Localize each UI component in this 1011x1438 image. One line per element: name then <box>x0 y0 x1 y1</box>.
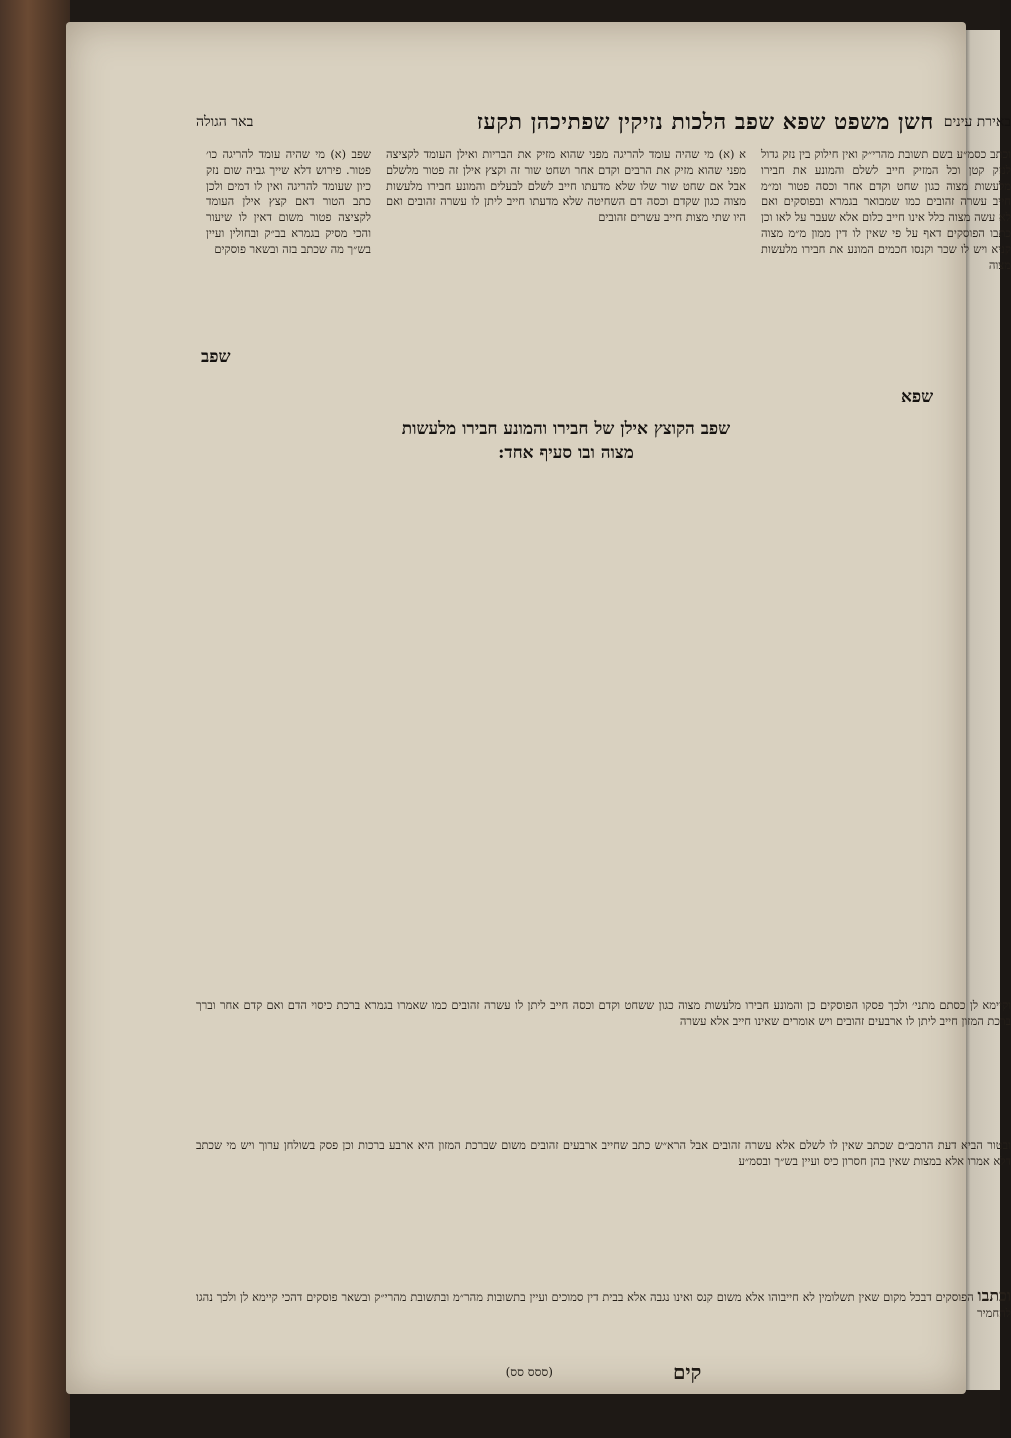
main-text: א (א) מי שהיה עומד להריגה מפני שהוא מזיק את הבריות ואילן העומד לקציצה מפני שהוא מזיק את הרבים וקדם אחר ושחט שור זה וקצץ אילן זה פטור מלשלם אבל אם שחט שור שלו שלא מדעתו חייב לשלם לבעלים והמונע חבירו מלעשות מצוה כגון שקדם וכסה דם השחיטה שלא מדעתו חייב ליתן לו עשרה זהובים ואם היו שתי מצות חייב עשרים זהובים <box>386 147 746 225</box>
book-page <box>66 22 1011 1394</box>
left-commentary-text: שפב (א) מי שהיה עומד להריגה כו׳ פטור. פירוש דלא שייך גביה שום נזק כיון שעומד להריגה ואין לו דמים ולכן כתב הטור דאם קצץ אילן העומד לקציצה פטור משום דאין לו שיעור והכי מסיק בגמרא בב״ק ובחולין ועיין בש״ך מה שכתב בזה ובשאר פוסקים <box>206 147 371 256</box>
header-ayin-label: באירת עינים <box>943 113 1011 130</box>
header-beer-label: באר הגולה <box>196 113 254 130</box>
right-commentary-text: וכתב כסמ״ע בשם תשובת מהרי״ק ואין חילוק בין נזק גדול לנזק קטן וכל המזיק חייב לשלם והמונע את חבירו מלעשות מצוה כגון שחט וקדם אחר וכסה פטור ומ״מ חייב עשרה זהובים כמו שמבואר בגמרא ובפוסקים ואם לא עשה מצוה כלל אינו חייב כלום אלא שעבר על לאו וכן כתבו הפוסקים דאף על פי שאין לו דין ממון מ״מ מצוה קניא ויש לו שכר וקנסו חכמים המונע את חבירו מלעשות מצוה <box>761 147 1011 272</box>
bottom-text-1: וקיימא לן כסתם מתני׳ ולכך פסקו הפוסקים כן והמונע חבירו מלעשות מצוה כגון ששחט וקדם וכסה חייב ליתן לו עשרה זהובים כמו שאמרו בגמרא ברכת כיסוי הדם ואם קדם אחר וברך ברכת המזון חייב ליתן לו ארבעים זהובים ויש אומרים שאינו חייב אלא עשרה <box>196 998 1011 1028</box>
siman-shpa-marker: שפא <box>901 387 934 407</box>
bottom-commentary-section-3 <box>196 1277 1011 1362</box>
main-text-column <box>386 147 746 987</box>
main-section-heading: שפב הקוצץ אילן של חבירו והמונע חבירו מלעשות מצוה ובו סעיף אחד: <box>401 419 731 463</box>
signature-mark: (ססס סס) <box>505 1364 553 1379</box>
bottom-text-3: הפוסקים דבכל מקום שאין תשלומין לא חייבוהו אלא משום קנס ואינו נגבה אלא בבית דין סמוכים ועיין בתשובות מהר״מ ובתשובת מהרי״ק ובשאר פוסקים דהכי קיימא לן ולכך נהגו להחמיר <box>196 1290 1011 1320</box>
header-title: חשן משפט שפא שפב הלכות נזיקין שפתיכהן תקעז <box>476 109 934 135</box>
page-footer <box>196 1357 1011 1387</box>
siman-shpb-marker: שפב <box>201 347 231 367</box>
book-binding <box>0 0 70 1438</box>
folio-number: קים <box>672 1359 702 1384</box>
running-header <box>196 102 1011 142</box>
left-commentary-column <box>206 147 371 987</box>
ukhtavu-marker: וכתבו <box>977 1286 1011 1306</box>
text-block <box>196 82 1011 1382</box>
bottom-commentary-section-1 <box>196 987 1011 1125</box>
right-commentary-column <box>761 147 1011 987</box>
bottom-commentary-section-2 <box>196 1127 1011 1277</box>
bottom-text-2: ובטור הביא דעת הרמב״ם שכתב שאין לו לשלם אלא עשרה זהובים אבל הרא״ש כתב שחייב ארבעים זהובים משום שברכת המזון היא ארבע ברכות וכן פסק בשולחן ערוך ויש מי שכתב דלא אמרו אלא במצות שאין בהן חסרון כיס ועיין בש״ך ובסמ״ע <box>196 1138 1011 1168</box>
